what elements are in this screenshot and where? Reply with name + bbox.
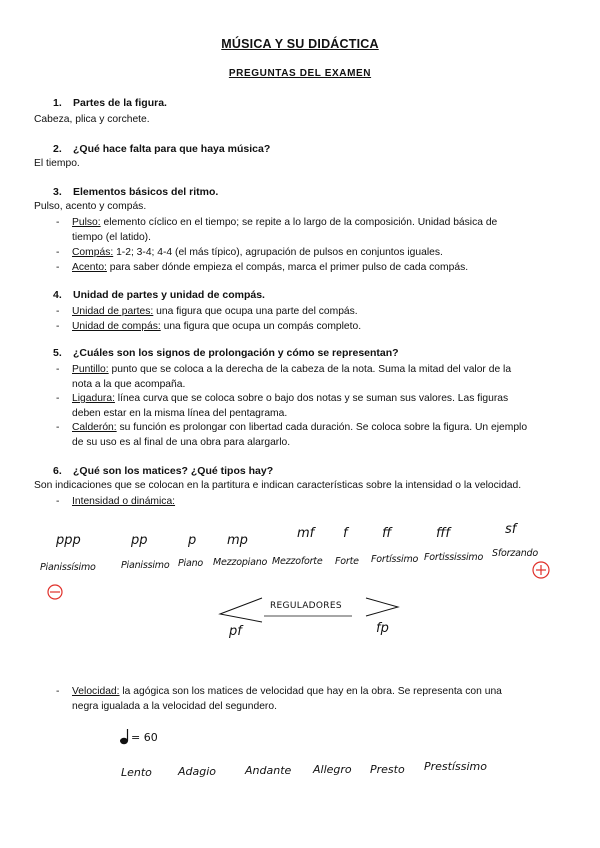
plus-circle-icon — [533, 562, 549, 578]
definition-cont: deben estar en la misma línea del pentagrama. — [72, 408, 288, 419]
question-text: Unidad de partes y unidad de compás. — [73, 289, 265, 301]
definition: punto que se coloca a la derecha de la cabeza de la nota. Suma la mitad del valor de la — [108, 364, 512, 375]
dynamic-label: Pianissísimo — [40, 562, 96, 573]
document-subtitle: PREGUNTAS DEL EXAMEN — [228, 68, 372, 79]
question-number: 6. — [53, 465, 62, 477]
regulator-left-label: pf — [229, 624, 242, 639]
term: Unidad de partes: — [72, 306, 154, 317]
dynamic-label: Mezzoforte — [272, 556, 323, 567]
answer-2: El tiempo. — [34, 158, 80, 169]
question-text: Elementos básicos del ritmo. — [73, 186, 219, 198]
definition: línea curva que se coloca sobre o bajo dos notas y se suman sus valores. Las figuras — [114, 393, 509, 404]
definition: su función es prolongar con libertad cada duración. Se coloca sobre la figura. Un ejemplo — [116, 422, 528, 433]
question-number: 1. — [53, 97, 62, 109]
dynamic-symbol: ff — [382, 526, 392, 541]
dynamic-symbol: fff — [436, 526, 450, 541]
term: Acento: — [72, 262, 107, 273]
question-text: ¿Qué hace falta para que haya música? — [73, 143, 271, 155]
question-text: Partes de la figura. — [73, 97, 167, 109]
tempo-label: Prestíssimo — [424, 760, 487, 773]
dynamic-label: Mezzopiano — [213, 557, 268, 568]
definition-cont: de su uso es al final de una obra para alargarlo. — [72, 437, 291, 448]
question-number: 3. — [53, 186, 62, 198]
dynamic-label: Piano — [178, 558, 204, 569]
dynamic-label: Fortississimo — [424, 552, 484, 563]
quarter-note-icon — [120, 729, 128, 744]
dynamic-symbol: mf — [297, 526, 315, 541]
definition: la agógica son los matices de velocidad que hay en la obra. Se representa con una — [119, 686, 502, 697]
answer-3-intro: Pulso, acento y compás. — [34, 201, 147, 212]
dynamic-label: Fortíssimo — [371, 554, 419, 565]
term: Velocidad: — [72, 686, 120, 697]
question-number: 5. — [53, 347, 62, 359]
tempo-label: Lento — [121, 766, 152, 779]
definition-cont: nota a la que acompaña. — [72, 379, 186, 390]
question-number: 2. — [53, 143, 62, 155]
dynamic-symbol: ppp — [56, 533, 81, 548]
tempo-label: Allegro — [313, 763, 352, 776]
question-text: ¿Qué son los matices? ¿Qué tipos hay? — [73, 465, 274, 477]
term: Compás: — [72, 247, 114, 258]
definition: para saber dónde empieza el compás, marca el primer pulso de cada compás. — [106, 262, 469, 273]
reguladores-label: REGULADORES — [270, 601, 342, 611]
tempo-label: Andante — [245, 764, 292, 777]
document-title: MÚSICA Y SU DIDÁCTICA — [221, 37, 379, 51]
definition: una figura que ocupa una parte del compás. — [153, 306, 358, 317]
question-text: ¿Cuáles son los signos de prolongación y cómo se representan? — [73, 347, 399, 359]
definition: elemento cíclico en el tiempo; se repite a lo largo de la composición. Unidad básica de — [100, 217, 498, 228]
definition: 1-2; 3-4; 4-4 (el más típico), agrupación de pulsos en conjuntos iguales. — [113, 247, 443, 258]
dynamic-label: Pianissimo — [121, 560, 170, 571]
crescendo-hairpin-icon — [366, 598, 398, 616]
answer-6-intro: Son indicaciones que se colocan en la partitura e indican características sobre la intensidad o la velocidad. — [34, 480, 522, 491]
tempo-label: Presto — [370, 763, 405, 776]
term: Pulso: — [72, 217, 101, 228]
dynamic-symbol: p — [188, 533, 197, 548]
minus-circle-icon — [48, 585, 62, 599]
term: Puntillo: — [72, 364, 109, 375]
document-page: MÚSICA Y SU DIDÁCTICA PREGUNTAS DEL EXAMEN 1. Partes de la figura. Cabeza, plica y corchete. 2. ¿Qué hace falta para que haya música? El tiempo. 3. Elementos básicos del ritmo. Pulso, acento y compás. - Pulso: elemento cíclico en el tiempo; se repite a lo largo de la composición. Unidad básica de tiempo (el latido). - Compás: 1-2; 3-4; 4-4 (el más típico), agrupación de pulsos en conjuntos iguales. - Acento: para saber dónde empieza el compás, marca el primer pulso de cada compás. 4. Unidad de partes y unidad de compás. - Unidad de partes: una figura que ocupa una parte del compás. - Unidad de compás: una figura que ocupa un compás completo. 5. ¿Cuáles son los signos de prolongación y cómo se representan? - Puntillo: punto que se coloca a la derecha de la cabeza de la nota. Suma la mitad del valor de la nota a la que acompaña. - Ligadura: línea curva que se coloca sobre o bajo dos notas y se suman sus valores. Las figuras deben estar en la misma línea del pentagrama. - Calderón: su función es prolongar con libertad cada duración. Se coloca sobre la figura. Un ejemplo de su uso es al final de una obra para alargarlo. 6. ¿Qué son los matices? ¿Qué tipos hay? Son indicaciones que se colocan en la partitura e indican características sobre la intensidad o la velocidad. - Intensidad o dinámica: ppp pp p mp mf f ff fff sf Pianissísimo Pianissimo Piano Mezzopiano Mezzoforte Forte Fortíssimo Fortississimo Sforzando REGULADORES pf fp - Velocidad: la agógica son los matices de velocidad que hay en la obra. Se representa con una negra igualada a la velocidad del segundero. = 60 Lento Adagio Andante Allegro Presto Prestíssimo — [0, 0, 600, 848]
dynamic-label: Forte — [335, 556, 359, 567]
dynamic-symbol: pp — [131, 533, 148, 548]
regulator-right-label: fp — [376, 621, 389, 636]
tempo-label: Adagio — [178, 765, 217, 778]
answer-1: Cabeza, plica y corchete. — [34, 114, 150, 125]
term: Unidad de compás: — [72, 321, 161, 332]
definition-cont: negra igualada a la velocidad del segundero. — [72, 701, 277, 712]
metronome-mark: = 60 — [131, 731, 158, 744]
definition: una figura que ocupa un compás completo. — [160, 321, 362, 332]
dynamic-symbol: sf — [505, 522, 517, 537]
term: Ligadura: — [72, 393, 115, 404]
dynamic-symbol: mp — [227, 533, 248, 548]
dynamic-symbol: f — [343, 526, 348, 541]
definition-cont: tiempo (el latido). — [72, 232, 151, 243]
term: Calderón: — [72, 422, 117, 433]
dynamic-label: Sforzando — [492, 548, 538, 559]
decrescendo-hairpin-icon — [220, 598, 262, 622]
term: Intensidad o dinámica: — [72, 496, 176, 507]
question-number: 4. — [53, 289, 62, 301]
